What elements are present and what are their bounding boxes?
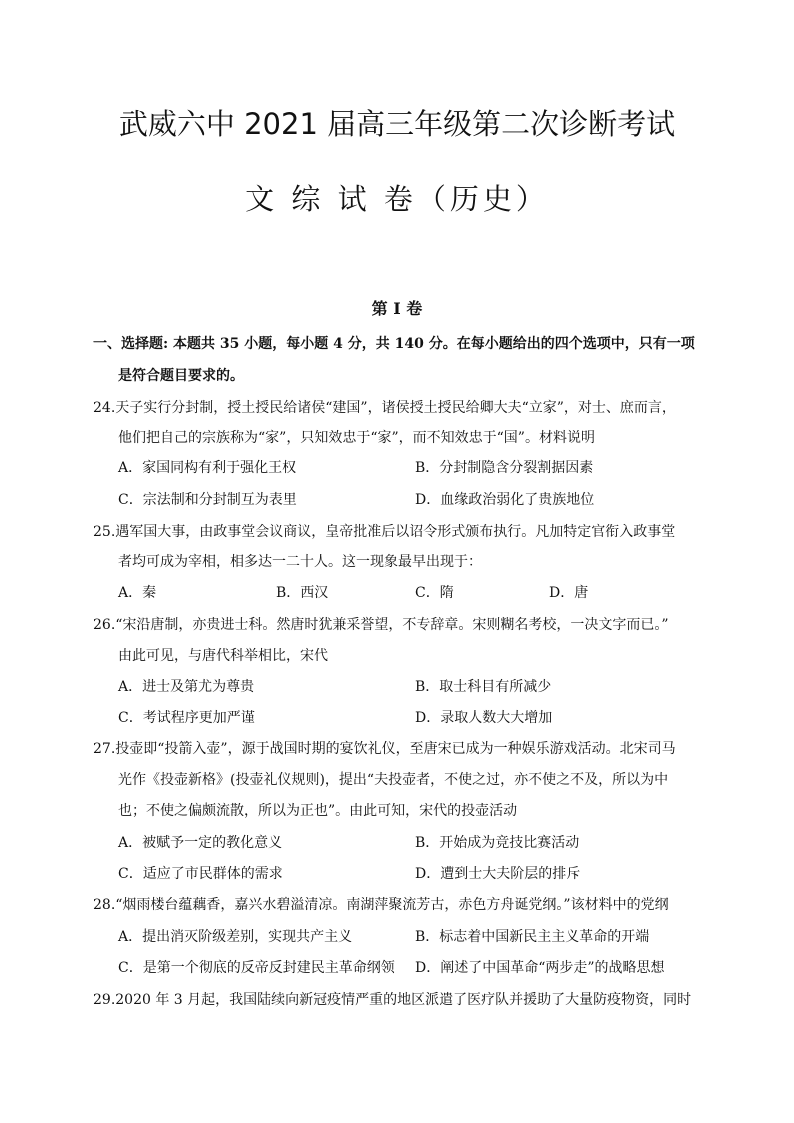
question-26-option-a: A．进士及第尤为尊贵	[118, 679, 255, 695]
question-26-option-b: B．取士科目有所减少	[415, 679, 552, 695]
question-26-line1: 26.“宋沿唐制，亦贵进士科。然唐时犹兼采誉望，不专辞章。宋则糊名考校，一决文字而已。”	[93, 617, 669, 633]
question-24-option-a: A．家国同构有利于强化王权	[118, 460, 297, 476]
question-28-option-a: A．提出消灭阶级差别，实现共产主义	[118, 929, 353, 945]
question-25-option-b: B．西汉	[276, 585, 329, 601]
question-25-option-d: D．唐	[549, 585, 589, 601]
question-28-option-b: B．标志着中国新民主主义革命的开端	[415, 929, 650, 945]
question-29-line1: 29.2020 年 3 月起，我国陆续向新冠疫情严重的地区派遣了医疗队并援助了大量防疫物资，同时	[93, 992, 692, 1008]
question-27-line1: 27.投壶即“投箭入壶”，源于战国时期的宴饮礼仪，至唐宋已成为一种娱乐游戏活动。北宋司马	[93, 741, 676, 757]
question-26-option-d: D．录取人数大大增加	[415, 710, 553, 726]
question-27-option-b: B．开始成为竞技比赛活动	[415, 835, 580, 851]
section-heading: 第 I 卷	[371, 299, 423, 318]
section-instruction-line2: 是符合题目要求的。	[118, 368, 244, 384]
exam-title: 武威六中 2021 届高三年级第二次诊断考试	[118, 107, 676, 141]
question-24-line1: 24.天子实行分封制，授土授民给诸侯“建国”，诸侯授土授民给卿大夫“立家”，对士、庶而言，	[93, 400, 676, 416]
question-27-option-a: A．被赋予一定的教化意义	[118, 835, 283, 851]
question-24-option-c: C．宗法制和分封制互为表里	[118, 492, 297, 508]
question-25-line2: 者均可成为宰相，相多达一二十人。这一现象最早出现于：	[118, 554, 482, 570]
exam-subtitle: 文 综 试 卷（历史）	[245, 182, 549, 216]
question-24-line2: 他们把自己的宗族称为“家”，只知效忠于“家”，而不知效忠于“国”。材料说明	[118, 430, 595, 446]
question-27-line2: 光作《投壶新格》(投壶礼仪规则)，提出“夫投壶者，不使之过，亦不使之不及，所以为中	[118, 772, 669, 788]
question-28-option-c: C．是第一个彻底的反帝反封建民主革命纲领	[118, 960, 395, 976]
section-instruction-line1: 一、选择题: 本题共 35 小题，每小题 4 分，共 140 分。在每小题给出的四个选项中，只有一项	[93, 336, 695, 352]
question-25-option-a: A．秦	[118, 585, 157, 601]
question-27-option-d: D．遭到士大夫阶层的排斥	[415, 866, 581, 882]
question-28-option-d: D．阐述了中国革命“两步走”的战略思想	[415, 960, 665, 976]
question-25-option-c: C．隋	[415, 585, 454, 601]
question-27-line3: 也；不使之偏颇流散，所以为正也”。由此可知，宋代的投壶活动	[118, 803, 518, 819]
question-26-line2: 由此可见，与唐代科举相比，宋代	[118, 648, 328, 664]
question-28-line1: 28.“烟雨楼台蕴藕香，嘉兴水碧溢清凉。南湖萍聚流芳古，赤色方舟诞党纲。”该材料中的党纲	[93, 897, 669, 913]
question-24-option-b: B．分封制隐含分裂割据因素	[415, 460, 594, 476]
question-27-option-c: C．适应了市民群体的需求	[118, 866, 283, 882]
question-24-option-d: D．血缘政治弱化了贵族地位	[415, 492, 595, 508]
question-26-option-c: C．考试程序更加严谨	[118, 710, 255, 726]
question-25-line1: 25.遇军国大事，由政事堂会议商议，皇帝批准后以诏令形式颁布执行。凡加特定官衔入政事堂	[93, 524, 676, 540]
